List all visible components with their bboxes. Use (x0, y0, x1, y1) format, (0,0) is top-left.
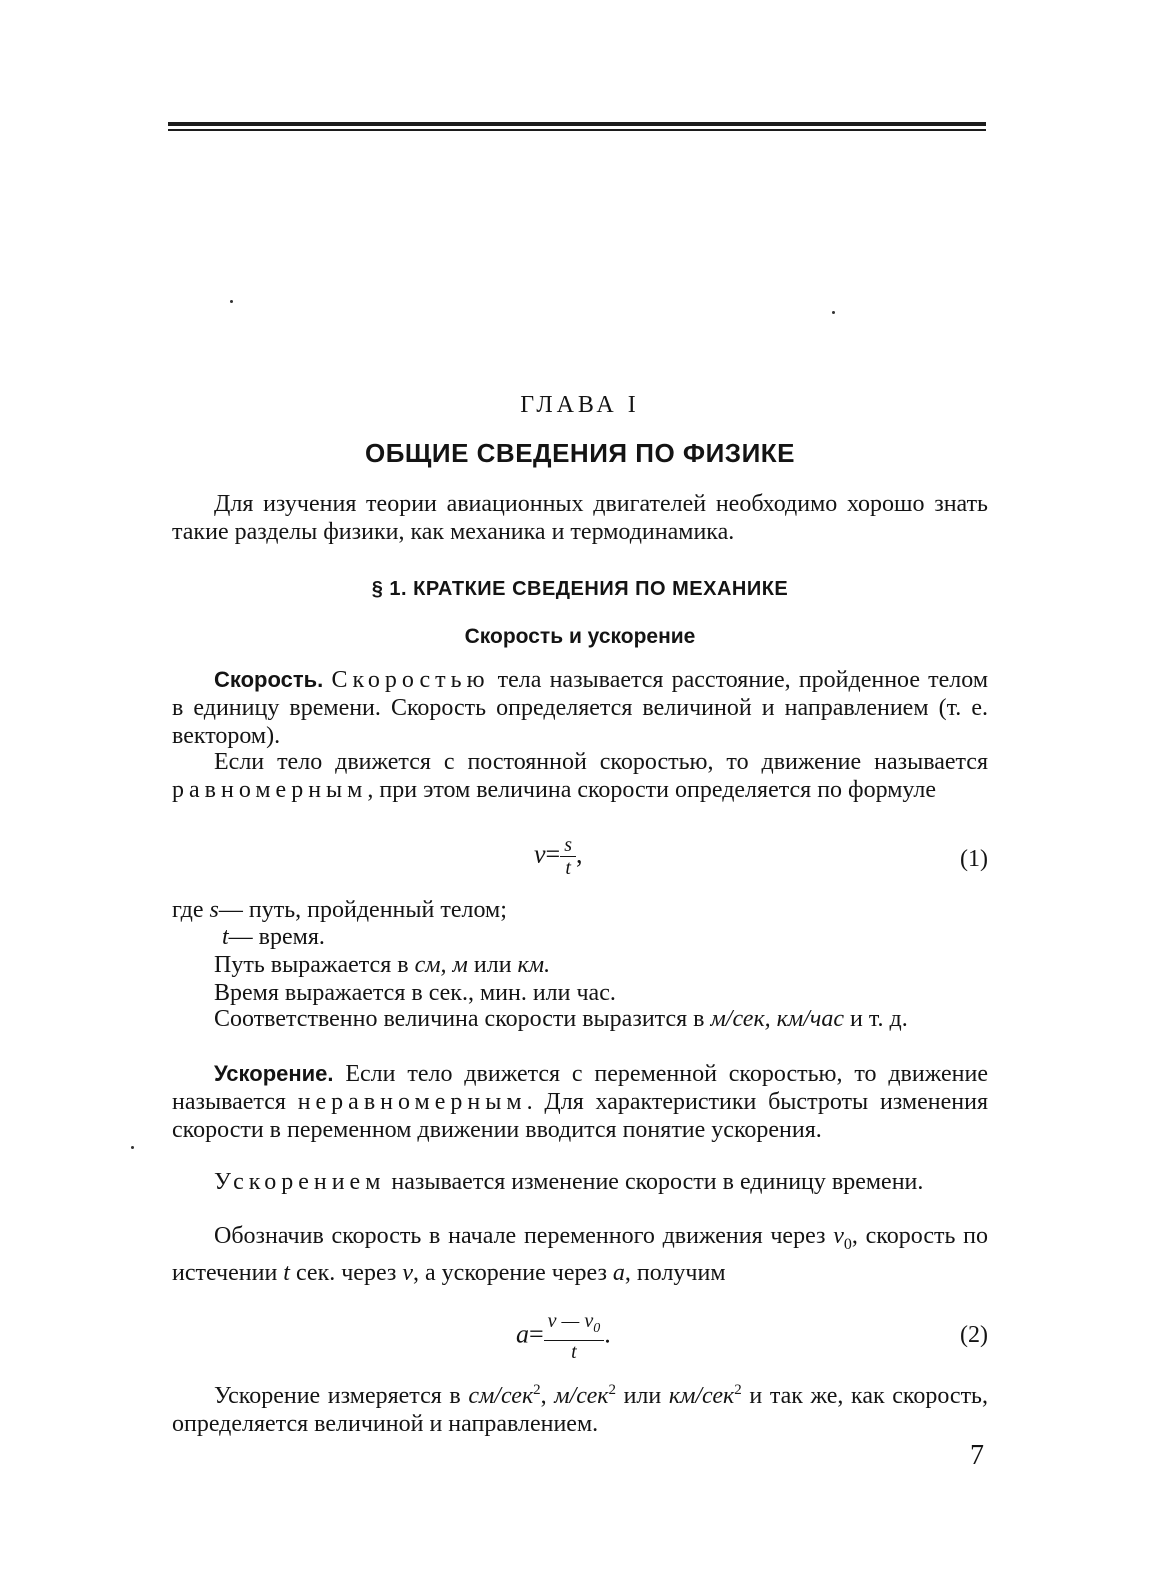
superscript: 2 (608, 1382, 616, 1398)
paragraph-text: тела называется расстояние, пройденное телом в единицу времени. Скорость определяется величиной и направлением (т. е. вектором). (172, 667, 989, 749)
speck (131, 1146, 134, 1149)
formula-lhs: a (516, 1319, 529, 1349)
unit-m-per-s2: м/сек (554, 1383, 609, 1409)
speed-definition (172, 666, 988, 750)
formula-punct: . (604, 1319, 611, 1349)
superscript: 2 (734, 1382, 742, 1398)
notation-paragraph (172, 1222, 988, 1287)
text: , а ускорение через (413, 1259, 613, 1286)
fraction (560, 834, 576, 879)
unit-m: м (452, 952, 468, 978)
unit-km-per-s2: км/сек (668, 1383, 735, 1409)
subscript: 0 (593, 1321, 601, 1336)
subsection-title: Скорость и ускорение (464, 625, 696, 648)
formula-number: (1) (960, 846, 988, 872)
page-number: 7 (970, 1440, 984, 1471)
term-acceleration: Ускорение. (214, 1061, 334, 1086)
chapter-label: ГЛАВА I (520, 392, 640, 418)
units-time: Время выражается в сек., мин. или час. (214, 980, 616, 1006)
symbol-t: t (283, 1259, 290, 1286)
symbol-v: v (402, 1259, 414, 1286)
where-t (222, 923, 325, 951)
fraction (544, 1310, 605, 1363)
acceleration-definition (172, 1168, 988, 1196)
text: , (540, 1383, 555, 1409)
header-rule-thin (168, 129, 986, 131)
spaced-term: равномерным (172, 777, 368, 803)
numerator: s (560, 834, 576, 857)
paragraph-text: . Для характеристики быстроты изменения скорости в переменном движении вводится понятие ускорения. (172, 1089, 988, 1143)
section-title: § 1. КРАТКИЕ СВЕДЕНИЯ ПО МЕХАНИКЕ (371, 578, 789, 600)
superscript: 2 (533, 1382, 541, 1398)
term-speed: Скорость. (214, 667, 324, 692)
symbol-t: t (222, 924, 229, 950)
formula-punct: , (576, 839, 583, 869)
unit-cm: см, (414, 952, 447, 978)
text: Ускорение измеряется в (214, 1383, 469, 1409)
intro-text: Для изучения теории авиационных двигателей необходимо хорошо знать такие разделы физики, как механика и термодинамика. (172, 491, 988, 545)
intro-paragraph (172, 490, 988, 546)
unit-km: км. (517, 952, 551, 978)
denominator: t (565, 857, 571, 879)
unit-km-per-h: км/час (776, 1006, 844, 1032)
where-s-text: — путь, пройденный телом; (218, 897, 507, 923)
text: Соответственно величина скорости выразится в (214, 1006, 711, 1032)
numerator-text: v — v (547, 1310, 594, 1332)
symbol-a: a (612, 1259, 625, 1286)
denominator: t (571, 1341, 577, 1363)
speck (832, 311, 835, 314)
paragraph-text: называется изменение скорости в единицу времени. (385, 1169, 924, 1195)
text: и так же, как скорость, определяется величиной и направлением. (172, 1383, 989, 1437)
units-path (214, 951, 550, 979)
text: сек. через (289, 1259, 403, 1286)
formula-number: (2) (960, 1322, 988, 1348)
where-word: где (172, 897, 204, 923)
text: или (467, 952, 518, 978)
acceleration-paragraph (172, 1060, 988, 1144)
where-t-text: — время. (228, 924, 325, 950)
text: , скорость по истечении (172, 1223, 988, 1286)
header-rule-thick (168, 122, 986, 126)
text: Путь выражается в (214, 952, 415, 978)
spaced-term: Скоростью (331, 667, 490, 693)
equals-sign: = (529, 1319, 544, 1349)
formula-2 (172, 1310, 988, 1370)
unit-cm-per-s2: см/сек (468, 1383, 534, 1409)
text: Обозначив скорость в начале переменного движения через (214, 1223, 834, 1249)
text: и т. д. (849, 1006, 908, 1032)
symbol-s: s (209, 897, 219, 923)
text: или (615, 1383, 669, 1409)
where-s (172, 896, 507, 924)
subscript: 0 (843, 1235, 852, 1253)
speck (230, 300, 233, 303)
equals-sign: = (545, 839, 561, 869)
uniform-motion-paragraph (172, 748, 988, 804)
units-speed (172, 1005, 988, 1033)
chapter-title: ОБЩИЕ СВЕДЕНИЯ ПО ФИЗИКЕ (365, 438, 795, 468)
numerator (544, 1310, 605, 1341)
paragraph-text: , при этом величина скорости определяется по формуле (367, 777, 936, 803)
formula-lhs: v (534, 839, 546, 869)
final-paragraph (172, 1376, 988, 1438)
formula-1 (172, 834, 988, 894)
spaced-term: неравномерным (297, 1089, 527, 1115)
unit-m-per-s: м/сек, (710, 1006, 771, 1032)
paragraph-text: Если тело движется с переменной скоростью, то движение называется (172, 1061, 988, 1115)
text: , получим (624, 1259, 726, 1286)
paragraph-text: Если тело движется с постоянной скоростью, то движение называется (214, 749, 988, 775)
symbol-v: v (833, 1223, 844, 1249)
spaced-term: Ускорением (214, 1169, 386, 1195)
